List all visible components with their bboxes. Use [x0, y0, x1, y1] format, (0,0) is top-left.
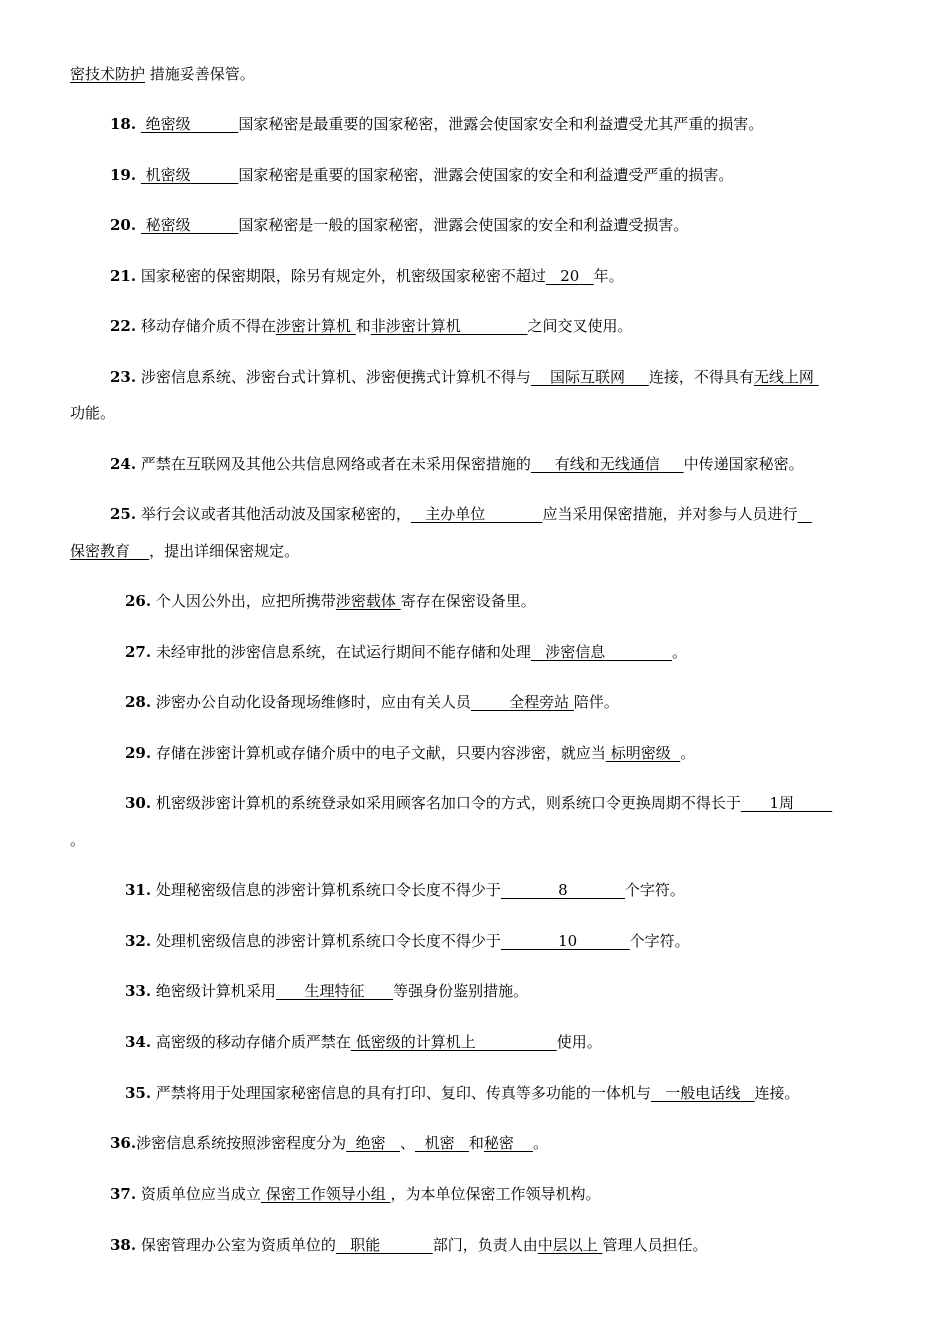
- question-25: [110, 504, 812, 524]
- question-number: 28.: [125, 693, 152, 711]
- question-text: 绝密级计算机采用: [155, 982, 276, 1000]
- question-text: 国家秘密是最重要的国家秘密，泄露会使国家安全和利益遭受尤其严重的损害。: [238, 115, 764, 133]
- answer-blank: 全程旁站: [509, 693, 570, 711]
- answer-blank: 主办单位: [425, 505, 486, 523]
- question-text: 个字符。: [629, 932, 690, 950]
- question-number: 37.: [110, 1185, 137, 1203]
- question-number: 29.: [125, 744, 152, 762]
- question-text: 举行会议或者其他活动波及国家秘密的，: [140, 505, 411, 523]
- question-text: 和: [355, 317, 371, 335]
- question-text: ，提出详细保密规定。: [149, 542, 300, 560]
- question-text: 措施妥善保管。: [149, 65, 255, 83]
- question-number: 23.: [110, 368, 137, 386]
- answer-blank: 一般电话线: [665, 1084, 741, 1102]
- question-text: 处理机密级信息的涉密计算机系统口令长度不得少于: [155, 932, 501, 950]
- question-text: 国家秘密是一般的国家秘密，泄露会使国家的安全和利益遭受损害。: [238, 216, 689, 234]
- question-text: 部门，负责人由: [432, 1236, 538, 1254]
- question-23-continued: [70, 403, 115, 423]
- question-20: [110, 215, 688, 235]
- question-text: 未经审批的涉密信息系统，在试运行期间不能存储和处理: [155, 643, 531, 661]
- question-text: 严禁将用于处理国家秘密信息的具有打印、复印、传真等多功能的一体机与: [155, 1084, 651, 1102]
- question-number: 30.: [125, 794, 152, 812]
- answer-blank: 秘密级: [145, 216, 191, 234]
- question-25-continued: [70, 541, 299, 561]
- question-number: 20.: [110, 216, 137, 234]
- question-number: 21.: [110, 267, 137, 285]
- question-35: [125, 1083, 800, 1103]
- answer-blank: 职能: [350, 1236, 381, 1254]
- answer-blank: 标明密级: [610, 744, 671, 762]
- question-text: 个字符。: [624, 881, 685, 899]
- answer-blank: 1周: [769, 794, 795, 812]
- question-text: 连接。: [754, 1084, 800, 1102]
- question-text: 涉密办公自动化设备现场维修时，应由有关人员: [155, 693, 471, 711]
- question-number: 38.: [110, 1236, 137, 1254]
- question-19: [110, 165, 733, 185]
- question-text: 个人因公外出，应把所携带: [155, 592, 336, 610]
- question-number: 36.: [110, 1134, 137, 1152]
- answer-blank: 保密工作领导小组: [265, 1185, 386, 1203]
- question-30: [125, 793, 832, 813]
- answer-blank: 保密教育: [70, 542, 131, 560]
- question-text: 中传递国家秘密。: [683, 455, 804, 473]
- answer-blank: 涉密载体: [335, 592, 396, 610]
- question-number: 24.: [110, 455, 137, 473]
- question-text: 管理人员担任。: [602, 1236, 708, 1254]
- answer-blank: 8: [558, 881, 568, 899]
- answer-blank: 机密: [424, 1134, 455, 1152]
- question-number: 26.: [125, 592, 152, 610]
- question-30-continued: [70, 830, 85, 850]
- answer-blank: 中层以上: [537, 1236, 598, 1254]
- question-number: 35.: [125, 1084, 152, 1102]
- question-33: [125, 981, 528, 1001]
- question-text: 保密管理办公室为资质单位的: [140, 1236, 336, 1254]
- question-text: 涉密信息系统、涉密台式计算机、涉密便携式计算机不得与: [140, 368, 531, 386]
- question-37: [110, 1184, 601, 1204]
- answer-blank: 低密级的计算机上: [355, 1033, 476, 1051]
- question-text: 等强身份鉴别措施。: [393, 982, 529, 1000]
- question-26: [125, 591, 536, 611]
- answer-blank: 绝密: [355, 1134, 386, 1152]
- question-text: 寄存在保密设备里。: [400, 592, 536, 610]
- question-text: 。: [70, 831, 86, 849]
- question-number: 33.: [125, 982, 152, 1000]
- question-number: 22.: [110, 317, 137, 335]
- question-number: 27.: [125, 643, 152, 661]
- question-number: 19.: [110, 166, 137, 184]
- question-text: 和: [468, 1134, 484, 1152]
- question-29: [125, 743, 695, 763]
- question-text: 年。: [593, 267, 624, 285]
- question-number: 31.: [125, 881, 152, 899]
- answer-blank: 机密级: [145, 166, 191, 184]
- question-22: [110, 316, 633, 336]
- answer-blank: 绝密级: [145, 115, 191, 133]
- question-text: 。: [672, 643, 688, 661]
- question-text: 涉密信息系统按照涉密程度分为: [136, 1134, 347, 1152]
- answer-blank: 涉密信息: [545, 643, 606, 661]
- question-text: 使用。: [556, 1033, 602, 1051]
- question-23: [110, 367, 819, 387]
- question-34: [125, 1032, 602, 1052]
- question-27: [125, 642, 687, 662]
- question-text: 严禁在互联网及其他公共信息网络或者在未采用保密措施的: [140, 455, 531, 473]
- question-31: [125, 880, 685, 900]
- question-text: 。: [533, 1134, 549, 1152]
- question-text: 之间交叉使用。: [527, 317, 633, 335]
- question-text: 连接，不得具有: [648, 368, 754, 386]
- question-38: [110, 1235, 708, 1255]
- question-text: 国家秘密的保密期限，除另有规定外，机密级国家秘密不超过: [140, 267, 546, 285]
- question-text: 处理秘密级信息的涉密计算机系统口令长度不得少于: [155, 881, 501, 899]
- answer-blank: 非涉密计算机: [370, 317, 461, 335]
- question-text: 、: [400, 1134, 416, 1152]
- question-number: 18.: [110, 115, 137, 133]
- question-number: 25.: [110, 505, 137, 523]
- question-text: 功能。: [70, 404, 116, 422]
- answer-blank: 生理特征: [304, 982, 365, 1000]
- question-text: 国家秘密是重要的国家秘密，泄露会使国家的安全和利益遭受严重的损害。: [238, 166, 734, 184]
- q17-tail: [70, 64, 255, 84]
- answer-blank: 密技术防护: [70, 65, 146, 83]
- question-text: 存储在涉密计算机或存储介质中的电子文献，只要内容涉密，就应当: [155, 744, 606, 762]
- question-number: 34.: [125, 1033, 152, 1051]
- question-32: [125, 931, 690, 951]
- question-number: 32.: [125, 932, 152, 950]
- question-36: [110, 1133, 548, 1153]
- answer-blank: 国际互联网: [549, 368, 625, 386]
- answer-blank: 20: [560, 267, 580, 285]
- question-text: 移动存储介质不得在: [140, 317, 276, 335]
- question-text: ，为本单位保密工作领导机构。: [390, 1185, 601, 1203]
- question-18: [110, 114, 763, 134]
- question-text: 机密级涉密计算机的系统登录如采用顾客名加口令的方式，则系统口令更换周期不得长于: [155, 794, 741, 812]
- question-24: [110, 454, 804, 474]
- answer-blank: 秘密: [483, 1134, 514, 1152]
- question-text: 高密级的移动存储介质严禁在: [155, 1033, 351, 1051]
- answer-blank: 有线和无线通信: [554, 455, 660, 473]
- answer-blank: 无线上网: [753, 368, 814, 386]
- answer-blank: 涉密计算机: [275, 317, 351, 335]
- question-text: 。: [680, 744, 696, 762]
- question-text: 应当采用保密措施，并对参与人员进行: [542, 505, 798, 523]
- question-28: [125, 692, 619, 712]
- answer-blank: 10: [558, 932, 578, 950]
- question-text: 陪伴。: [573, 693, 619, 711]
- question-text: 资质单位应当成立: [140, 1185, 261, 1203]
- question-21: [110, 266, 624, 286]
